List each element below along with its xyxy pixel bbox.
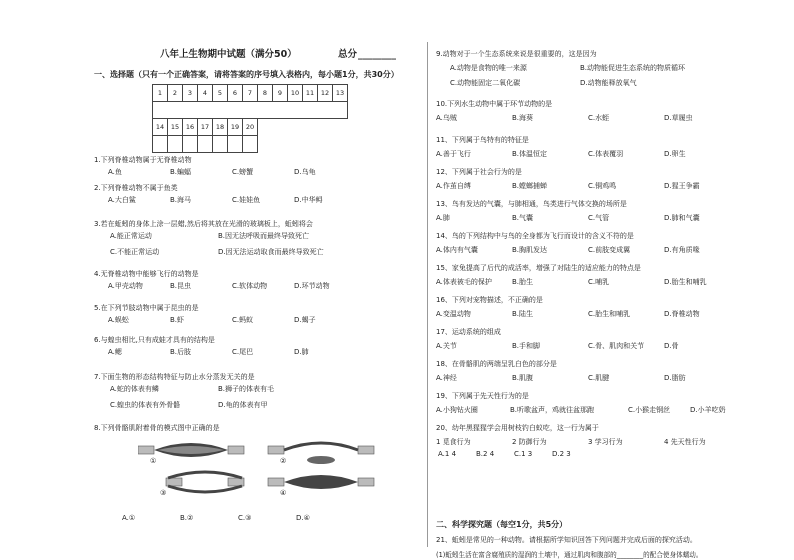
option[interactable]: 2 防御行为 <box>512 438 547 446</box>
option[interactable]: D.脂肪 <box>664 374 686 382</box>
option[interactable]: A.甲壳动物 <box>108 282 143 290</box>
diagram-3 <box>166 472 244 492</box>
option[interactable]: C.不能正常运动 <box>110 248 160 256</box>
option[interactable]: A.变温动物 <box>436 310 471 318</box>
answer-cell-blank[interactable] <box>168 136 183 153</box>
answer-cell-label: 11 <box>303 85 318 102</box>
option[interactable]: 4 先天性行为 <box>664 438 706 446</box>
question-19: 19、下列属于先天性行为的是 <box>436 392 529 400</box>
option[interactable]: B.虾 <box>170 316 185 324</box>
option[interactable]: A.善于飞行 <box>436 150 471 158</box>
option[interactable]: B.海马 <box>170 196 192 204</box>
answer-cell-label: 6 <box>228 85 243 102</box>
question-1: 1.下列脊椎动物属于无脊椎动物 <box>94 156 192 164</box>
answer-cell-label: 3 <box>183 85 198 102</box>
figure-label-4: ④ <box>280 489 287 497</box>
option[interactable]: A.① <box>122 514 136 522</box>
answer-table <box>152 84 348 119</box>
answer-cell-label: 13 <box>333 85 348 102</box>
option[interactable]: C.娃娃鱼 <box>232 196 261 204</box>
option[interactable]: D.因无法运动取食而最终导致死亡 <box>218 248 324 256</box>
option[interactable]: D.肺 <box>294 348 309 356</box>
question-20: 20、幼年黑猩猩学会用树枝钓白蚁吃，这一行为属于 <box>436 424 599 432</box>
question-11: 11、下列属于鸟特有的特征是 <box>436 136 529 144</box>
option[interactable]: D.蝎子 <box>294 316 316 324</box>
answer-cell-label: 8 <box>258 85 273 102</box>
question-14: 14、鸟的下列结构中与鸟的全身都为飞行而设计的含义不符的是 <box>436 232 634 240</box>
option[interactable]: B.蝙蝠 <box>170 168 192 176</box>
option[interactable]: B.螳螂捕蝉 <box>512 182 548 190</box>
total-score-label: 总分 <box>338 49 358 60</box>
option[interactable]: C.水蛭 <box>588 114 610 122</box>
answer-cell-blank[interactable] <box>228 136 243 153</box>
option[interactable]: D.2 3 <box>552 450 571 458</box>
option[interactable]: B.后肢 <box>170 348 192 356</box>
option[interactable]: D.龟的体表有甲 <box>218 401 268 409</box>
exam-title: 八年上生物期中试题（满分50） <box>160 49 297 60</box>
answer-cell-label: 7 <box>243 85 258 102</box>
option[interactable]: C.气管 <box>588 214 610 222</box>
option[interactable]: 3 学习行为 <box>588 438 623 446</box>
question-13: 13、鸟有发达的气囊，与肺相通，鸟类进行气体交换的场所是 <box>436 200 627 208</box>
answer-cell-label: 5 <box>213 85 228 102</box>
answer-cell-label: 17 <box>198 119 213 136</box>
option[interactable]: A.体表被毛的保护 <box>436 278 492 286</box>
answer-cell-label: 19 <box>228 119 243 136</box>
option[interactable]: B.胸肌发达 <box>512 246 548 254</box>
option[interactable]: D.环节动物 <box>294 282 330 290</box>
column-divider <box>427 42 428 547</box>
option[interactable]: A.小狗钻火圈 <box>436 406 478 414</box>
option[interactable]: C.小猴走钢丝 <box>628 406 671 414</box>
option[interactable]: A.鳃 <box>108 348 122 356</box>
answer-cell-label: 20 <box>243 119 258 136</box>
answer-cell-label: 12 <box>318 85 333 102</box>
answer-cell-blank[interactable] <box>243 136 258 153</box>
option[interactable]: B.肌腹 <box>512 374 534 382</box>
option[interactable]: D.动物能释放氧气 <box>580 79 637 87</box>
question-5: 5.在下列节肢动物中属于昆虫的是 <box>94 304 199 312</box>
option[interactable]: A.蛇的体表有鳞 <box>110 385 159 393</box>
figure-label-1: ① <box>150 457 157 465</box>
answer-blank-row <box>153 102 348 119</box>
option[interactable]: C.铜鸡鸣 <box>588 182 617 190</box>
answer-cell-label: 14 <box>153 119 168 136</box>
option[interactable]: A.神经 <box>436 374 457 382</box>
question-15: 15、家兔提高了后代的成活率，增强了对陆生的适应能力的特点是 <box>436 264 641 272</box>
total-score-blank: ________ <box>358 49 396 60</box>
option[interactable]: C.体表覆羽 <box>588 150 624 158</box>
figure-label-3: ③ <box>160 489 167 497</box>
option[interactable]: A.作茧自缚 <box>436 182 471 190</box>
option[interactable]: C.哺乳 <box>588 278 610 286</box>
bone-muscle-figure <box>138 440 398 498</box>
question-17: 17、运动系统的组成 <box>436 328 501 336</box>
option[interactable]: D.中华鲟 <box>294 196 323 204</box>
question-8: 8.下列骨骼肌附着骨的模式图中正确的是 <box>94 424 220 432</box>
option[interactable]: D.脊椎动物 <box>664 310 700 318</box>
option[interactable]: C.尾巴 <box>232 348 254 356</box>
option[interactable]: 1 觅食行为 <box>436 438 471 446</box>
question-21-1: (1)蚯蚓生活在富含腐殖质的湿润的土壤中，通过肌肉和腹部的________的配合使身体蠕动。 <box>436 551 703 559</box>
option[interactable]: B.② <box>180 514 194 522</box>
option[interactable]: C.骨、肌肉和关节 <box>588 342 645 350</box>
answer-cell-blank[interactable] <box>198 136 213 153</box>
question-10: 10.下列水生动物中属于环节动物的是 <box>436 100 553 108</box>
option[interactable]: C.前肢变成翼 <box>588 246 631 254</box>
option[interactable]: C.胎生和哺乳 <box>588 310 631 318</box>
option[interactable]: B.狮子的体表有毛 <box>218 385 275 393</box>
option[interactable]: A.动物是食物的唯一来源 <box>450 64 527 72</box>
answer-cell-label: 18 <box>213 119 228 136</box>
answer-cell-blank[interactable] <box>183 136 198 153</box>
option[interactable]: D.乌龟 <box>294 168 316 176</box>
option[interactable]: D.骨 <box>664 342 679 350</box>
answer-cell-label: 16 <box>183 119 198 136</box>
option[interactable]: B.胎生 <box>512 278 534 286</box>
option[interactable]: B.陆生 <box>512 310 534 318</box>
option[interactable]: C.螃蟹 <box>232 168 254 176</box>
question-16: 16、下列对宠物描述，不正确的是 <box>436 296 543 304</box>
option[interactable]: D.胎生和哺乳 <box>664 278 707 286</box>
option[interactable]: B.气囊 <box>512 214 534 222</box>
option[interactable]: D.小羊吃奶 <box>690 406 726 414</box>
answer-cell-label: 15 <box>168 119 183 136</box>
question-21: 21、蚯蚓是常见的一种动物。请根据所学知识回答下列问题并完成后面的探究活动。 <box>436 536 697 544</box>
option[interactable]: D.草履虫 <box>664 114 693 122</box>
option[interactable]: C.蚂蚁 <box>232 316 254 324</box>
option[interactable]: D.有角质喙 <box>664 246 700 254</box>
option[interactable]: A.肺 <box>436 214 450 222</box>
option[interactable]: D.卵生 <box>664 150 686 158</box>
option[interactable]: D.肺和气囊 <box>664 214 700 222</box>
option[interactable]: C.软体动物 <box>232 282 268 290</box>
answer-cell-label: 2 <box>168 85 183 102</box>
option[interactable]: B.动物能促进生态系统的物质循环 <box>580 64 686 72</box>
option[interactable]: A.1 4 <box>438 450 457 458</box>
answer-cell-blank[interactable] <box>213 136 228 153</box>
answer-cell-label: 1 <box>153 85 168 102</box>
answer-table-2 <box>152 118 258 153</box>
option[interactable]: B.手和脚 <box>512 342 541 350</box>
question-9: 9.动物对于一个生态系统来说是很重要的，这是因为 <box>436 50 597 58</box>
option[interactable]: D.猩王争霸 <box>664 182 700 190</box>
option[interactable]: B.昆虫 <box>170 282 192 290</box>
diagram-1 <box>138 443 244 457</box>
question-7: 7.下面生物的形态结构特征与防止水分蒸发无关的是 <box>94 373 255 381</box>
question-3: 3.若在蚯蚓的身体上涂一层蜡,然后将其放在光滑的玻璃板上，蚯蚓将会 <box>94 220 313 228</box>
option[interactable]: A.乌贼 <box>436 114 457 122</box>
option[interactable]: D.④ <box>296 514 310 522</box>
option[interactable]: A.体内有气囊 <box>436 246 478 254</box>
option[interactable]: A.关节 <box>436 342 457 350</box>
option[interactable]: A.鱼 <box>108 168 122 176</box>
option[interactable]: B.2 4 <box>476 450 495 458</box>
question-12: 12、下列属于社会行为的是 <box>436 168 522 176</box>
option[interactable]: A.能正常运动 <box>110 232 152 240</box>
option[interactable]: C.1 3 <box>514 450 533 458</box>
option[interactable]: B.因无法呼吸而最终导致死亡 <box>218 232 310 240</box>
option[interactable]: A.蜈蚣 <box>108 316 129 324</box>
option[interactable]: C.肌腱 <box>588 374 610 382</box>
option[interactable]: B.体温恒定 <box>512 150 548 158</box>
answer-cell-label: 10 <box>288 85 303 102</box>
diagram-4 <box>268 475 374 489</box>
option[interactable]: B.听歌盆声，鸡就往盆那跑 <box>510 406 595 414</box>
figure-label-2: ② <box>280 457 287 465</box>
question-4: 4.无脊椎动物中能够飞行的动物是 <box>94 270 199 278</box>
option[interactable]: C.动物能固定二氧化碳 <box>450 79 521 87</box>
option[interactable]: B.海葵 <box>512 114 534 122</box>
answer-cell-label: 4 <box>198 85 213 102</box>
option[interactable]: C.③ <box>238 514 252 522</box>
question-2: 2.下列脊椎动物不属于鱼类 <box>94 184 178 192</box>
answer-cell-label: 9 <box>273 85 288 102</box>
option[interactable]: A.大白鲨 <box>108 196 136 204</box>
question-18: 18、在骨骼肌的两端呈乳白色的部分是 <box>436 360 557 368</box>
section2-title: 二、科学探究题（每空1分，共5分） <box>436 520 568 529</box>
answer-cell-blank[interactable] <box>153 136 168 153</box>
option[interactable]: C.蝗虫的体表有外骨骼 <box>110 401 181 409</box>
question-6: 6.与蝗虫相比,只有成蛙才具有的结构是 <box>94 336 215 344</box>
section1-title: 一、选择题（只有一个正确答案，请将答案的序号填入表格内，每小题1分，共30分） <box>94 70 399 79</box>
